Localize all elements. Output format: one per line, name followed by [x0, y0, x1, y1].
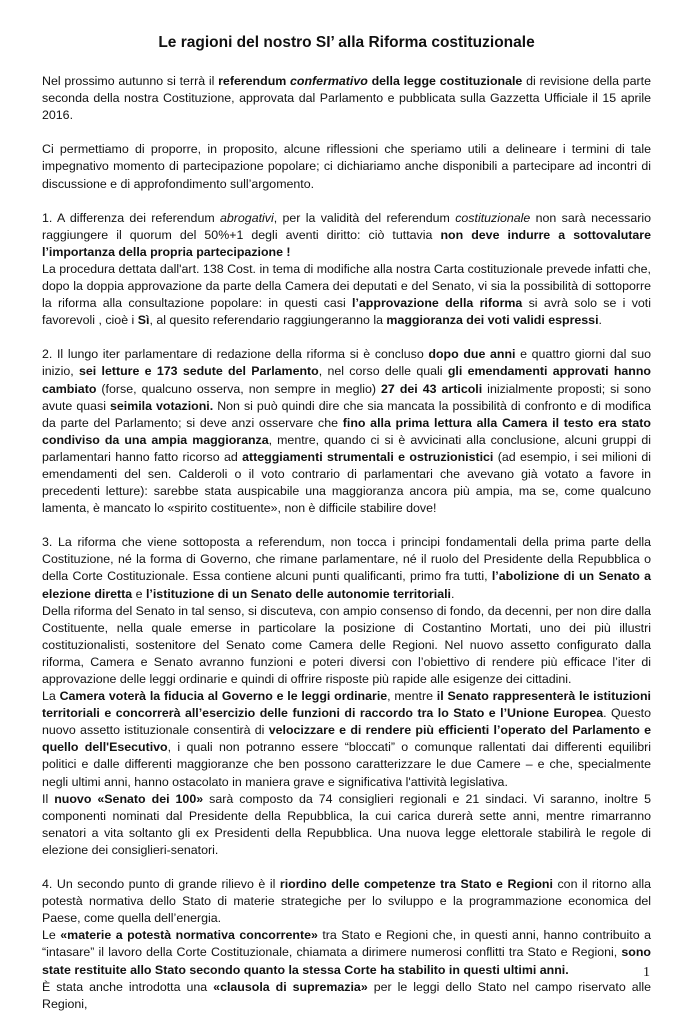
- text-run: 2. Il lungo iter parlamentare di redazione della riforma si è concluso: [42, 347, 429, 362]
- text-run: .: [450, 586, 455, 601]
- text-run: nuovo «Senato dei 100»: [54, 791, 204, 806]
- text-run: Ci permettiamo di proporre, in proposito, alcune riflessioni che speriamo utili a delineare i termini di tale impegnativo momento di partecipazione popolare; ci dichiariamo anche disponibili a partecipare ad incontri di discussione e di approfondimento sull’argomento.: [42, 142, 651, 191]
- paragraph: [42, 927, 651, 978]
- text-run: con il ritorno alla potestà normativa dello Stato di materie strategiche per lo sviluppo e la programmazione economica del Paese, come quella dell’energia.: [42, 877, 651, 926]
- text-run: l’approvazione della riforma: [352, 296, 523, 311]
- text-run: il Senato rappresenterà le istituzioni territoriali e concorrerà all’esercizio delle funzioni di raccordo tra lo Stato e l’Unione Europea: [42, 689, 651, 721]
- text-run: abrogativi: [220, 210, 274, 225]
- text-run: , i quali non potranno essere “bloccati” o comunque rallentati dai differenti equilibri politici e dalle differenti maggioranze che ben possono caratterizzare le due Camere – e che, specialmente negli ultimi anni, hanno ostacolato in maniera grave e significativa l'attività legislativa.: [42, 740, 651, 789]
- text-run: referendum: [218, 74, 291, 89]
- paragraph: [42, 688, 651, 791]
- text-run: velocizzare e di rendere più efficienti l’operato del Parlamento e quello dell'Esecutivo: [42, 723, 651, 755]
- text-run: Le: [42, 928, 61, 943]
- text-run: «clausola di supremazia»: [213, 979, 368, 994]
- paragraph: [42, 210, 651, 261]
- text-run: non sarà necessario raggiungere il quorum del 50%+1 degli aventi diritto: ciò tuttavia: [42, 210, 652, 242]
- document-body: [42, 73, 651, 1013]
- text-run: atteggiamenti strumentali e ostruzionistici: [242, 449, 494, 464]
- paragraph: [42, 876, 651, 927]
- text-run: della legge costituzionale: [367, 74, 523, 89]
- text-run: 3. La riforma che viene sottoposta a referendum, non tocca i principi fondamentali della prima parte della Costituzione, né la forma di Governo, che rimane parlamentare, né il ruolo del Presidente della Repubblica o della Corte Costituzionale. Essa contiene alcuni punti qualificanti, primo fra tutti,: [42, 535, 651, 584]
- paragraph: [42, 346, 651, 517]
- text-run: e quattro giorni dal suo inizio,: [42, 347, 651, 379]
- text-run: (forse, qualcuno osserva, non sempre in meglio): [96, 381, 382, 396]
- text-run: , per la validità del referendum: [273, 210, 456, 225]
- text-run: si avrà solo se i voti favorevoli , cioè i: [42, 296, 651, 328]
- text-run: (ad esempio, i sei milioni di emendamenti del sen. Calderoli o il voto contrario di parlamentari che avevano già votato a favore in precedenti letture): sarebbe stata auspicabile una maggioranza ancora più ampia, ma se, come qualcuno lamenta, è mancato lo «spirito costituente», non è difficile stabilire dove!: [42, 449, 651, 516]
- text-run: maggioranza dei voti validi espressi: [386, 313, 599, 328]
- text-run: . Questo nuovo assetto istituzionale consentirà di: [42, 706, 651, 738]
- text-run: Sì: [137, 313, 150, 328]
- paragraph: [42, 979, 651, 1013]
- paragraph: [42, 534, 651, 602]
- text-run: seimila votazioni.: [109, 398, 214, 413]
- text-run: La: [42, 689, 60, 704]
- text-run: non deve indurre a sottovalutare l’importanza della propria partecipazione !: [42, 227, 652, 259]
- text-run: È stata anche introdotta una: [42, 979, 214, 994]
- text-run: riordino delle competenze tra Stato e Regioni: [279, 877, 553, 892]
- text-run: fino alla prima lettura alla Camera il testo era stato condiviso da una ampia maggioranza: [42, 415, 651, 447]
- paragraph: [42, 141, 651, 192]
- paragraph: [42, 791, 651, 859]
- text-run: inizialmente proposti; si sono avute quasi: [42, 381, 651, 413]
- text-run: sei letture e 173 sedute del Parlamento: [78, 364, 319, 379]
- paragraph: [42, 73, 651, 124]
- text-run: Il: [42, 791, 55, 806]
- text-run: dopo due anni: [428, 347, 516, 362]
- text-run: La procedura dettata dall'art. 138 Cost. in tema di modifiche alla nostra Carta costituzionale prevede infatti che, dopo la doppia approvazione da parte della Camera dei deputati e del Senato, vi sia la possibilità di sottoporre la riforma alla consultazione popolare: in questi casi: [42, 261, 651, 311]
- paragraph: [42, 603, 651, 688]
- text-run: Non si può quindi dire che sia mancata la possibilità di confronto e di modifica da parte del Parlamento; si deve anzi osservare che: [42, 398, 651, 430]
- text-run: Camera voterà la fiducia al Governo e le leggi ordinarie: [59, 689, 388, 704]
- text-run: 27 dei 43 articoli: [381, 381, 483, 396]
- text-run: l’istituzione di un Senato delle autonomie territoriali: [145, 586, 451, 601]
- text-run: 4. Un secondo punto di grande rilievo è il: [42, 877, 280, 892]
- text-run: gli emendamenti approvati hanno cambiato: [42, 364, 651, 396]
- text-run: e: [132, 586, 146, 601]
- text-run: per le leggi dello Stato nel campo riservato alle Regioni,: [42, 979, 651, 1011]
- text-run: Nel prossimo autunno si terrà il: [42, 74, 219, 89]
- page-number: 1: [643, 965, 650, 980]
- text-run: l’abolizione di un Senato a elezione diretta: [42, 569, 651, 601]
- text-run: , mentre, quando ci si è avvicinati alla conclusione, alcuni gruppi di parlamentari hanno fatto ricorso ad: [42, 432, 652, 464]
- text-run: confermativo: [290, 74, 368, 89]
- text-run: .: [598, 313, 602, 328]
- paragraph: [42, 261, 651, 329]
- text-run: sarà composto da 74 consiglieri regionali e 21 sindaci. Vi saranno, inoltre 5 componenti nominati dal Presidente della Repubblica, la cui carica durerà sette anni, mentre rimarranno senatori a vita soltanto gli ex Presidenti della Repubblica. Una nuova legge elettorale stabilirà le regole di elezione dei consiglieri-senatori.: [42, 791, 651, 857]
- text-run: , mentre: [387, 689, 437, 704]
- text-run: 1. A differenza dei referendum: [42, 210, 220, 225]
- text-run: Della riforma del Senato in tal senso, si discuteva, con ampio consenso di fondo, da decenni, per non dire dalla Costituente, nella quale emerse in particolare la posizione di Costantino Mortati, uno dei più illustri costituzionalisti, sostenitore del Senato come Camera delle Regioni. Nel nuovo assetto configurato dalla riforma, Camera e Senato avranno funzioni e poteri diversi con l’obiettivo di rendere più efficace l’iter di approvazione delle leggi ordinarie e quindi di offrire risposte più rapide alle esigenze dei cittadini.: [42, 603, 651, 686]
- text-run: costituzionale: [455, 210, 531, 225]
- document-title: Le ragioni del nostro SI’ alla Riforma costituzionale: [158, 34, 535, 51]
- document-page: [42, 34, 651, 1013]
- text-run: «materie a potestà normativa concorrente»: [60, 928, 318, 943]
- text-run: sono state restituite allo Stato secondo quanto la stessa Corte ha stabilito in questi ultimi anni.: [42, 945, 651, 977]
- text-run: tra Stato e Regioni che, in questi anni, hanno contribuito a “intasare” il lavoro della Corte Costituzionale, chiamata a dirimere numerosi conflitti tra Stato e Regioni,: [42, 928, 652, 960]
- text-run: di revisione della parte seconda della nostra Costituzione, approvata dal Parlamento e pubblicata sulla Gazzetta Ufficiale il 15 aprile 2016.: [42, 74, 651, 123]
- text-run: , al quesito referendario raggiungeranno la: [149, 313, 387, 328]
- text-run: , nel corso delle quali: [318, 364, 448, 379]
